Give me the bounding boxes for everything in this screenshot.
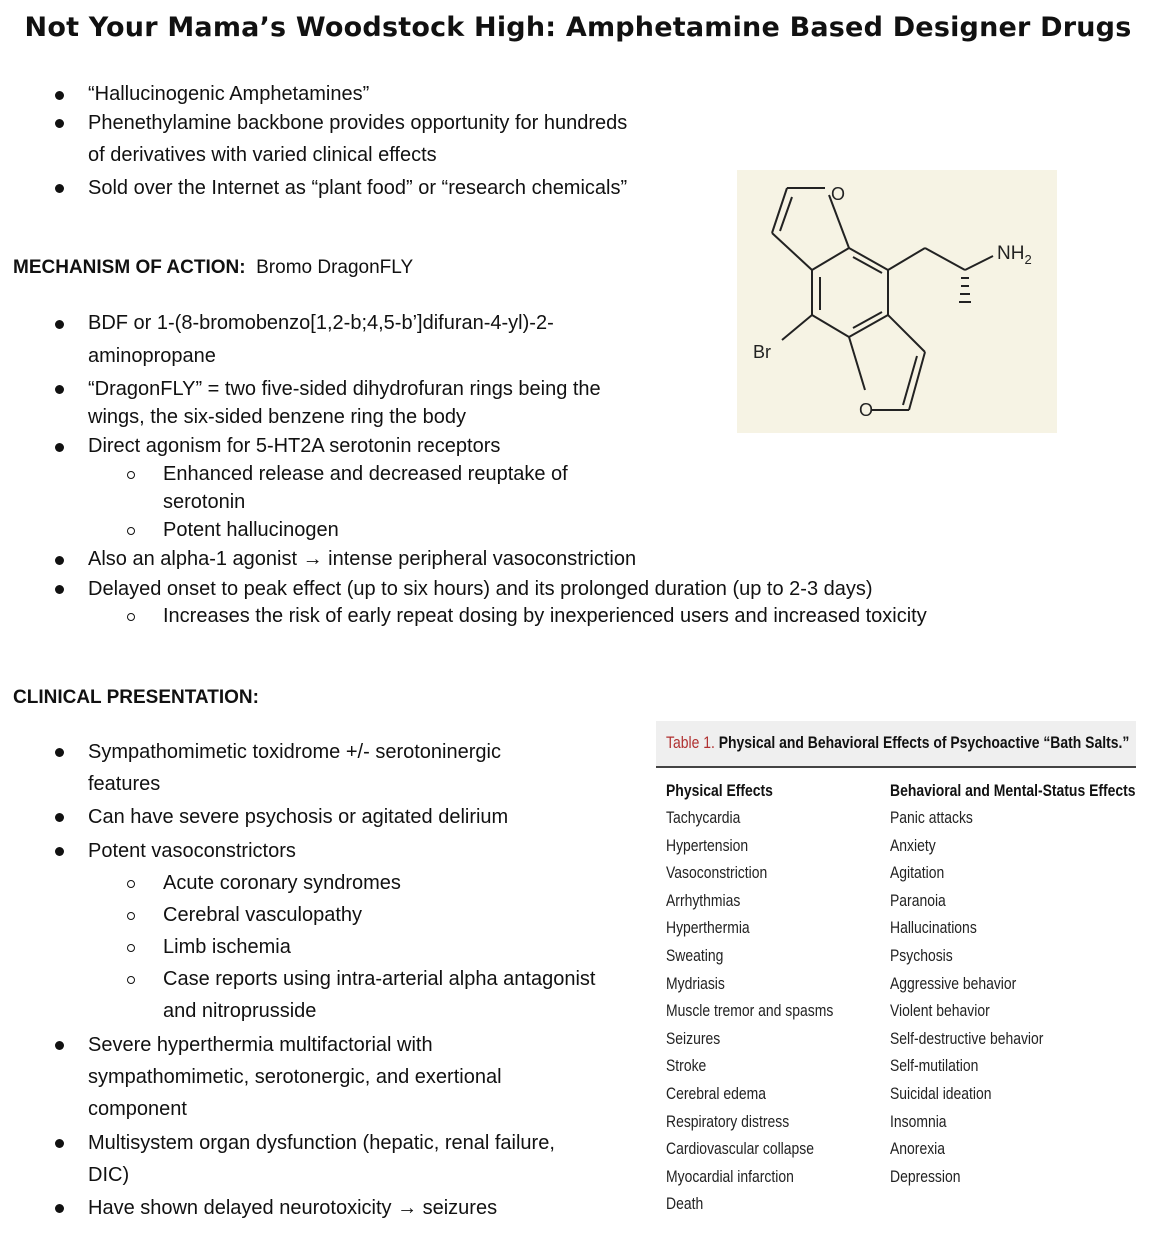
oxygen-label: O [831, 184, 846, 204]
page-title: Not Your Mama’s Woodstock High: Amphetamine Based Designer Drugs [24, 12, 1132, 43]
clinical-line: Can have severe psychosis or agitated delirium [88, 806, 509, 828]
table-cell: Agitation [890, 863, 945, 883]
sub-bullet-icon [127, 880, 135, 888]
clinical-line: Multisystem organ dysfunction (hepatic, renal failure, [88, 1132, 555, 1154]
moa-value: Bromo DragonFLY [256, 257, 414, 278]
bullet-icon [55, 184, 64, 193]
table-cell: Seizures [666, 1028, 721, 1048]
clinical-line: Case reports using intra-arterial alpha antagonist [163, 968, 596, 990]
intro-line: Phenethylamine backbone provides opportunity for hundreds [88, 112, 628, 134]
molecule-drawing [737, 170, 1057, 433]
moa-heading [13, 257, 413, 279]
table-cell: Suicidal ideation [890, 1083, 992, 1103]
physical-effects-column [666, 781, 870, 1222]
behavioral-effects-column [890, 781, 1156, 1194]
amine-label: $NH_2$ [997, 243, 1032, 267]
sub-bullet-icon [127, 944, 135, 952]
sub-bullet-icon [127, 527, 135, 535]
table-cell: Cardiovascular collapse [666, 1139, 814, 1159]
table-cell: Psychosis [890, 945, 953, 965]
bromine-label: Br [753, 342, 771, 362]
clinical-line: Sympathomimetic toxidrome +/- serotoninergic [88, 741, 501, 763]
table-cell: Self-mutilation [890, 1056, 979, 1076]
bullet-icon [55, 320, 64, 329]
table-cell: Myocardial infarction [666, 1166, 794, 1186]
table-cell: Paranoia [890, 890, 946, 910]
table-cell: Sweating [666, 945, 724, 965]
table-cell: Cerebral edema [666, 1083, 766, 1103]
table-cell: Aggressive behavior [890, 973, 1017, 993]
bullet-icon [55, 748, 64, 757]
bullet-icon [55, 1204, 64, 1213]
table-cell: Hallucinations [890, 918, 977, 938]
moa-line: Delayed onset to peak effect (up to six hours) and its prolonged duration (up to 2-3 days) [88, 578, 873, 600]
bullet-icon [55, 1139, 64, 1148]
table-cell: Anxiety [890, 835, 936, 855]
clinical-line: Cerebral vasculopathy [163, 904, 362, 926]
clinical-heading: CLINICAL PRESENTATION: [13, 687, 259, 708]
table-cell: Stroke [666, 1056, 707, 1076]
table-caption [666, 733, 1129, 753]
clinical-line: DIC) [88, 1164, 130, 1186]
bullet-icon [55, 847, 64, 856]
sub-bullet-icon [127, 613, 135, 621]
intro-line: Sold over the Internet as “plant food” or “research chemicals” [88, 177, 628, 199]
table-cell: Violent behavior [890, 1001, 990, 1021]
intro-line: “Hallucinogenic Amphetamines” [88, 83, 370, 105]
bullet-icon [55, 556, 64, 565]
table-cell: Anorexia [890, 1139, 946, 1159]
table-cell: Arrhythmias [666, 890, 741, 910]
clinical-line: Severe hyperthermia multifactorial with [88, 1034, 433, 1056]
moa-line: wings, the six-sided benzene ring the body [88, 406, 467, 428]
table-cell: Vasoconstriction [666, 863, 768, 883]
clinical-line: Potent vasoconstrictors [88, 840, 296, 862]
moa-line: Enhanced release and decreased reuptake of [163, 463, 568, 485]
bullet-icon [55, 585, 64, 594]
moa-line: Potent hallucinogen [163, 519, 339, 541]
table-cell: Death [666, 1194, 704, 1214]
sub-bullet-icon [127, 976, 135, 984]
bullet-icon [55, 1041, 64, 1050]
moa-line: Increases the risk of early repeat dosing by inexperienced users and increased toxicity [163, 605, 927, 627]
clinical-line: features [88, 773, 161, 795]
molecule-structure [737, 170, 1057, 433]
moa-line: “DragonFLY” = two five-sided dihydrofuran rings being the [88, 378, 601, 400]
table-number: Table 1. [666, 733, 715, 752]
table-cell: Respiratory distress [666, 1111, 790, 1131]
clinical-line: Have shown delayed neurotoxicity → seizures [88, 1197, 498, 1219]
table-cell: Hyperthermia [666, 918, 750, 938]
bullet-icon [55, 119, 64, 128]
moa-line: serotonin [163, 491, 246, 513]
table-caption-bar [656, 721, 1136, 768]
clinical-line: Limb ischemia [163, 936, 291, 958]
table-cell: Tachycardia [666, 808, 741, 827]
sub-bullet-icon [127, 471, 135, 479]
column-header: Physical Effects [666, 781, 773, 800]
clinical-line: sympathomimetic, serotonergic, and exertional [88, 1066, 502, 1088]
effects-table [656, 721, 1136, 1221]
table-cell: Mydriasis [666, 973, 725, 993]
bullet-icon [55, 813, 64, 822]
table-cell: Panic attacks [890, 808, 973, 827]
bullet-icon [55, 385, 64, 394]
oxygen-label: O [859, 400, 874, 420]
table-caption-text: Physical and Behavioral Effects of Psychoactive “Bath Salts.” [718, 733, 1130, 752]
table-cell: Muscle tremor and spasms [666, 1001, 834, 1021]
clinical-line: Acute coronary syndromes [163, 872, 401, 894]
intro-line: of derivatives with varied clinical effects [88, 144, 437, 166]
moa-line: Also an alpha-1 agonist → intense peripheral vasoconstriction [88, 548, 637, 570]
bullet-icon [55, 91, 64, 100]
clinical-line: component [88, 1098, 187, 1120]
moa-line: BDF or 1-(8-bromobenzo[1,2-b;4,5-b’]difuran-4-yl)-2- [88, 312, 554, 334]
table-cell: Self-destructive behavior [890, 1028, 1044, 1048]
column-header: Behavioral and Mental-Status Effects [890, 781, 1136, 800]
sub-bullet-icon [127, 912, 135, 920]
bullet-icon [55, 443, 64, 452]
moa-label: MECHANISM OF ACTION: [13, 257, 246, 278]
moa-line: aminopropane [88, 345, 216, 367]
table-cell: Depression [890, 1166, 961, 1186]
table-cell: Hypertension [666, 835, 749, 855]
table-cell: Insomnia [890, 1111, 947, 1131]
clinical-line: and nitroprusside [163, 1000, 317, 1022]
moa-line: Direct agonism for 5-HT2A serotonin receptors [88, 435, 501, 457]
